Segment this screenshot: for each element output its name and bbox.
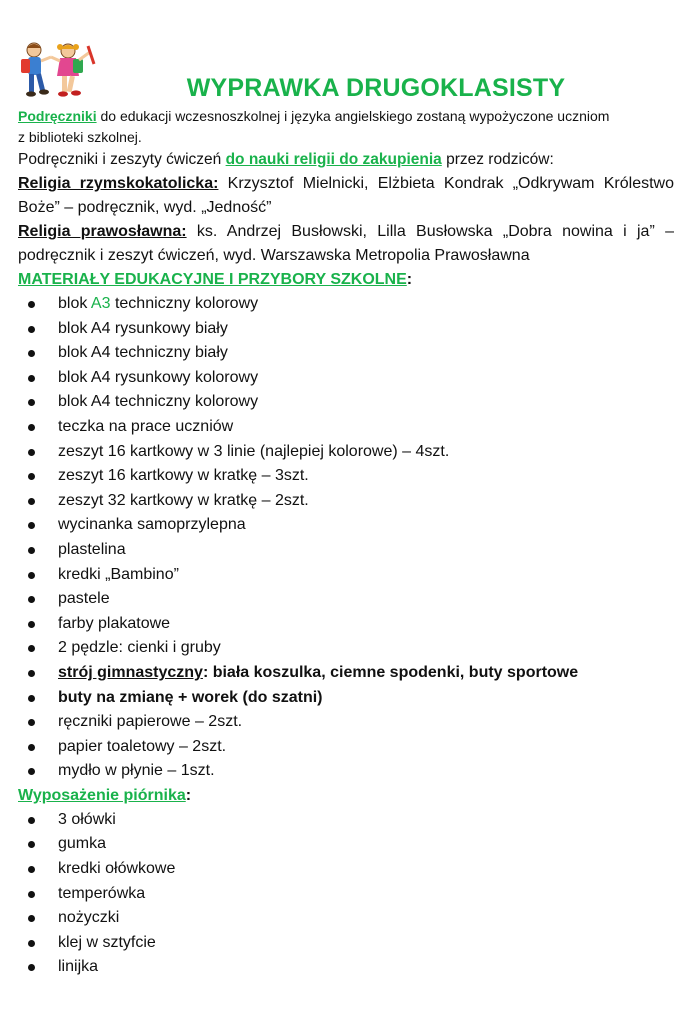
item-text: plastelina [58, 540, 126, 558]
item-text: gumka [58, 835, 107, 853]
item-text: blok A4 techniczny biały [58, 344, 228, 362]
bullet-icon [28, 915, 35, 922]
bullet-icon [28, 399, 35, 406]
list-item [18, 415, 674, 440]
item-text: zeszyt 32 kartkowy w kratkę – 2szt. [58, 491, 309, 509]
bullet-icon [28, 768, 35, 775]
bullet-icon [28, 350, 35, 357]
list-item [18, 440, 674, 465]
item-label: strój gimnastyczny [58, 663, 203, 681]
materials-heading-colon: : [406, 271, 413, 288]
item-text: teczka na prace uczniów [58, 417, 234, 435]
list-item [18, 882, 674, 907]
orthodox-label: Religia prawosławna: [18, 223, 187, 240]
document-page [18, 40, 674, 980]
list-item [18, 857, 674, 882]
intro-line-2: z biblioteki szkolnej. [18, 129, 142, 145]
item-text: linijka [58, 958, 99, 976]
item-text: blok A4 rysunkowy biały [58, 319, 228, 337]
bullet-icon [28, 817, 35, 824]
intro-line-1: do edukacji wczesnoszkolnej i języka angielskiego zostaną wypożyczone uczniom [96, 108, 610, 124]
bullet-icon [28, 572, 35, 579]
page-title: WYPRAWKA DRUGOKLASISTY [186, 74, 566, 102]
list-item [18, 931, 674, 956]
item-text: blok A4 rysunkowy kolorowy [58, 368, 259, 386]
bullet-icon [28, 473, 35, 480]
materials-list [18, 292, 674, 784]
item-text: wycinanka samoprzylepna [58, 516, 246, 534]
list-item [18, 464, 674, 489]
bullet-icon [28, 719, 35, 726]
item-text: pastele [58, 590, 110, 608]
list-item [18, 489, 674, 514]
item-text: blok A4 techniczny kolorowy [58, 393, 259, 411]
item-text: blok [58, 295, 91, 312]
catholic-religion-paragraph [18, 172, 674, 220]
bullet-icon [28, 670, 35, 677]
item-text: : biała koszulka, ciemne spodenki, buty sportowe [202, 663, 579, 681]
pencilcase-heading-text: Wyposażenie piórnika [18, 786, 186, 804]
bullet-icon [28, 547, 35, 554]
religion-intro [18, 148, 674, 172]
bullet-icon [28, 498, 35, 505]
list-item-gym-outfit [18, 661, 674, 686]
bullet-icon [28, 375, 35, 382]
bullet-icon [28, 449, 35, 456]
item-text: papier toaletowy – 2szt. [58, 737, 227, 755]
list-item [18, 317, 674, 342]
item-text: ręczniki papierowe – 2szt. [58, 713, 243, 731]
list-item [18, 390, 674, 415]
bullet-icon [28, 326, 35, 333]
religion-suffix: przez rodziców: [441, 151, 554, 168]
bullet-icon [28, 866, 35, 873]
textbooks-keyword: Podręczniki [18, 108, 97, 124]
item-text: farby plakatowe [58, 614, 171, 632]
catholic-text: Krzysztof Mielnicki, Elżbieta Kondrak „Odkrywam Królestwo Boże” – podręcznik, wyd. „Jedność” [18, 175, 675, 216]
pencilcase-heading-colon: : [185, 786, 192, 804]
item-text: 3 ołówki [58, 810, 116, 828]
bullet-icon [28, 301, 35, 308]
bullet-icon [28, 424, 35, 431]
bullet-icon [28, 522, 35, 529]
list-item [18, 563, 674, 588]
list-item [18, 587, 674, 612]
item-text: klej w sztyfcie [58, 933, 156, 951]
header [18, 40, 674, 106]
item-text: techniczny kolorowy [110, 295, 259, 312]
materials-heading-text: MATERIAŁY EDUKACYJNE I PRZYBORY SZKOLNE [18, 271, 407, 288]
item-highlight: A3 [90, 295, 111, 312]
item-text: buty na zmianę + worek (do szatni) [58, 688, 323, 706]
list-item [18, 612, 674, 637]
list-item [18, 832, 674, 857]
orthodox-religion-paragraph [18, 220, 674, 268]
pencilcase-list [18, 808, 674, 980]
list-item [18, 906, 674, 931]
item-text: mydło w płynie – 1szt. [58, 762, 215, 780]
religion-purchase-keyword: do nauki religii do zakupienia [225, 151, 442, 168]
intro-paragraph [18, 106, 674, 148]
orthodox-text: ks. Andrzej Busłowski, Lilla Busłowska „Dobra nowina i ja” – podręcznik i zeszyt ćwiczeń, wyd. Warszawska Metropolia Prawosławna [18, 223, 674, 264]
list-item [18, 710, 674, 735]
list-item [18, 808, 674, 833]
item-text: zeszyt 16 kartkowy w 3 linie (najlepiej kolorowe) – 4szt. [58, 442, 450, 460]
materials-heading [18, 268, 674, 292]
pencilcase-heading [18, 784, 674, 808]
list-item [18, 341, 674, 366]
bullet-icon [28, 940, 35, 947]
list-item [18, 735, 674, 760]
bullet-icon [28, 596, 35, 603]
item-text: nożyczki [58, 909, 120, 927]
list-item [18, 955, 674, 980]
catholic-label: Religia rzymskokatolicka: [18, 175, 219, 192]
bullet-icon [28, 964, 35, 971]
bullet-icon [28, 744, 35, 751]
list-item [18, 292, 674, 317]
list-item [18, 366, 674, 391]
bullet-icon [28, 841, 35, 848]
list-item-shoes [18, 686, 674, 711]
list-item [18, 538, 674, 563]
religion-prefix: Podręczniki i zeszyty ćwiczeń [18, 151, 226, 168]
bullet-icon [28, 891, 35, 898]
item-text: temperówka [58, 884, 146, 902]
item-text: kredki ołówkowe [58, 860, 176, 878]
item-text: 2 pędzle: cienki i gruby [58, 639, 221, 657]
bullet-icon [28, 621, 35, 628]
list-item [18, 636, 674, 661]
bullet-icon [28, 645, 35, 652]
bullet-icon [28, 695, 35, 702]
item-text: kredki „Bambino” [58, 565, 179, 583]
list-item [18, 759, 674, 784]
item-text: zeszyt 16 kartkowy w kratkę – 3szt. [58, 467, 309, 485]
list-item [18, 513, 674, 538]
